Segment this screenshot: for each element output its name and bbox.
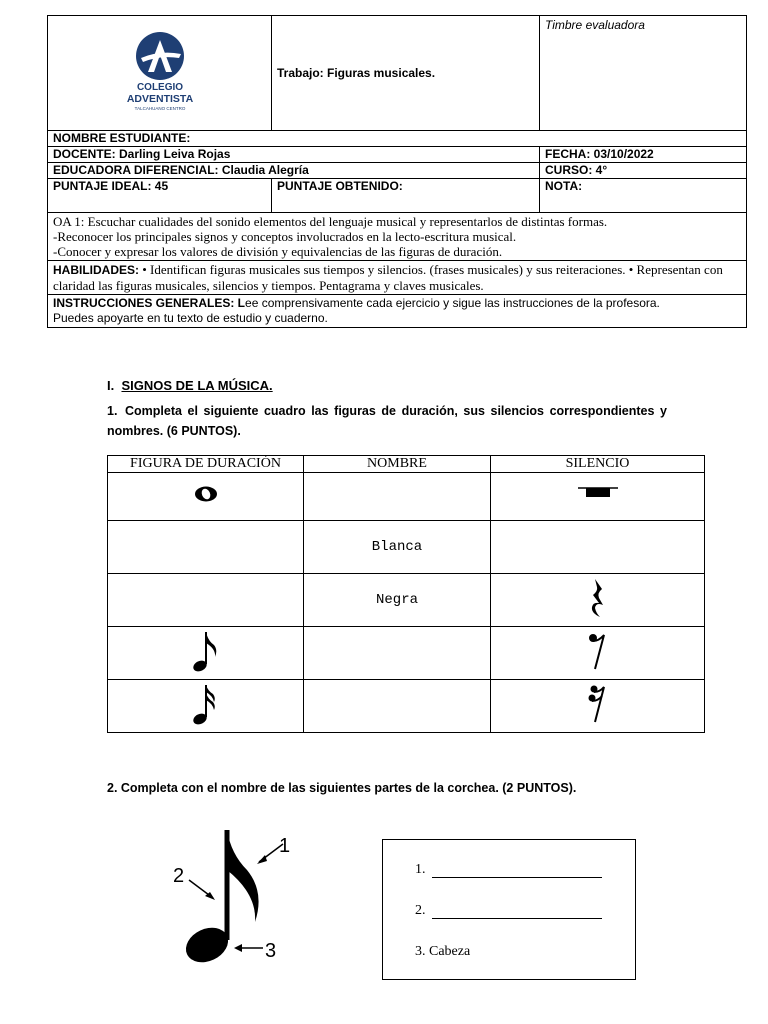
name-cell[interactable] [304, 627, 491, 680]
header-figura: FIGURA DE DURACIÓN [108, 456, 304, 473]
habilidades-text: • Identifican figuras musicales sus tiempos y silencios. (frases musicales) y sus reiteraciones. • Representan con claridad las figuras musicales, silencios y tiempos. Pentagrama y claves musicales. [53, 262, 723, 293]
label-1: 1 [279, 835, 291, 857]
negra-rest-icon [588, 577, 608, 619]
figures-table-header [108, 456, 705, 473]
answer-1-label: 1. [415, 862, 426, 877]
answer-2 [415, 903, 602, 919]
logo-line1: COLEGIO [136, 81, 183, 93]
section-1-title: SIGNOS DE LA MÚSICA. [121, 378, 273, 393]
nota-field[interactable]: NOTA: [540, 179, 747, 213]
answer-3: 3. Cabeza [415, 944, 471, 959]
question-1-text: Completa el siguiente cuadro las figuras de duración, sus silencios correspondientes y nombres. (6 PUNTOS). [107, 404, 667, 438]
oa-line-1: OA 1: Escuchar cualidades del sonido elementos del lenguaje musical y representarlos de distintas formas. [53, 214, 608, 229]
header-table [47, 15, 747, 328]
puntaje-obtenido-field[interactable]: PUNTAJE OBTENIDO: [272, 179, 540, 213]
figure-cell[interactable] [108, 574, 304, 627]
answer-2-blank[interactable] [432, 904, 602, 919]
colegio-adventista-logo [105, 28, 215, 116]
header-silencio: SILENCIO [491, 456, 705, 473]
curso-field: CURSO: 4° [540, 163, 747, 179]
instrucciones-line-2: Puedes apoyarte en tu texto de estudio y cuaderno. [53, 311, 328, 325]
section-1-numeral: I. [107, 378, 115, 393]
instrucciones-text: ee comprensivamente cada ejercicio y sigue las instrucciones de la profesora. [245, 296, 660, 310]
figures-table [107, 455, 705, 733]
figure-cell [108, 473, 304, 521]
semicorchea-note-icon [191, 682, 221, 726]
figure-cell[interactable] [108, 521, 304, 574]
docente-field: DOCENTE: Darling Leiva Rojas [48, 147, 540, 163]
logo-line2: ADVENTISTA [126, 92, 193, 105]
redonda-note-icon [191, 484, 221, 504]
table-row [108, 680, 705, 733]
corchea-rest-icon [587, 631, 609, 671]
table-row [108, 473, 705, 521]
name-cell: Negra [304, 574, 491, 627]
name-cell[interactable] [304, 473, 491, 521]
habilidades-label: HABILIDADES: [53, 263, 139, 277]
oa-line-2: -Reconocer los principales signos y conceptos involucrados en la lecto-escritura musical. [53, 229, 517, 244]
question-2: 2. Completa con el nombre de las siguientes partes de la corchea. (2 PUNTOS). [107, 781, 577, 795]
corchea-note-icon [191, 629, 221, 673]
name-cell[interactable] [304, 680, 491, 733]
fecha-field: FECHA: 03/10/2022 [540, 147, 747, 163]
table-row [108, 521, 705, 574]
instrucciones-label: INSTRUCCIONES GENERALES: L [53, 296, 246, 310]
page-title: Trabajo: Figuras musicales. [272, 16, 540, 131]
objetivo-aprendizaje [48, 213, 747, 261]
label-2: 2 [173, 865, 185, 887]
corchea-diagram [165, 822, 300, 972]
answer-1-blank[interactable] [432, 863, 602, 878]
question-1 [107, 401, 667, 441]
puntaje-ideal-field: PUNTAJE IDEAL: 45 [48, 179, 272, 213]
educadora-field: EDUCADORA DIFERENCIAL: Claudia Alegría [48, 163, 540, 179]
rest-cell [491, 627, 705, 680]
label-3: 3 [265, 940, 277, 962]
question-1-number: 1. [107, 404, 118, 418]
header-nombre: NOMBRE [304, 456, 491, 473]
figure-cell [108, 627, 304, 680]
redonda-rest-icon [576, 484, 620, 504]
figure-cell [108, 680, 304, 733]
instrucciones-generales [48, 295, 747, 328]
table-row [108, 574, 705, 627]
logo-line3: TALCAHUANO CENTRO [134, 105, 185, 111]
semicorchea-rest-icon [587, 684, 609, 724]
rest-cell[interactable] [491, 521, 705, 574]
timbre-evaluadora: Timbre evaluadora [540, 16, 747, 131]
name-cell: Blanca [304, 521, 491, 574]
nombre-estudiante-field[interactable]: NOMBRE ESTUDIANTE: [48, 131, 747, 147]
oa-line-3: -Conocer y expresar los valores de división y equivalencias de las figuras de duración. [53, 244, 503, 259]
habilidades [48, 261, 747, 295]
table-row [108, 627, 705, 680]
answer-box [382, 839, 636, 980]
rest-cell [491, 574, 705, 627]
answer-2-label: 2. [415, 903, 426, 918]
logo-cell [48, 16, 272, 131]
answer-1 [415, 862, 602, 878]
section-1-heading [107, 378, 273, 393]
rest-cell [491, 680, 705, 733]
rest-cell [491, 473, 705, 521]
